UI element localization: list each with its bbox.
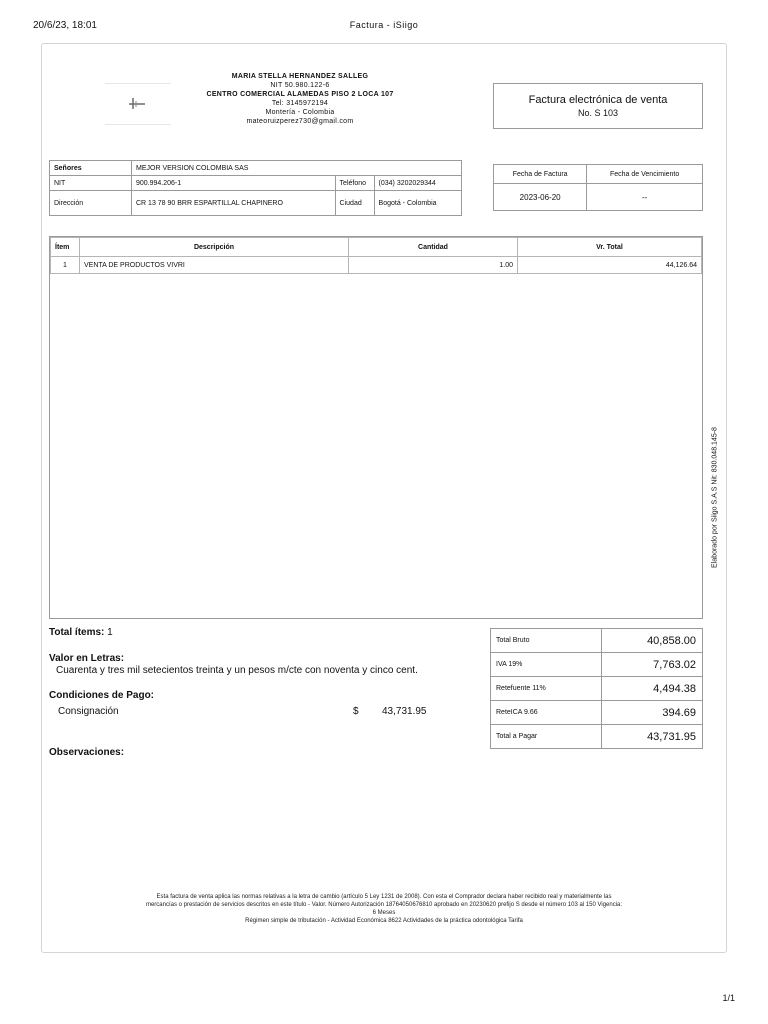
reteica-label: ReteICA 9.66: [491, 701, 602, 725]
customer-name-label: Señores: [50, 161, 132, 176]
issuer-phone: Tel: 3145972194: [271, 100, 329, 107]
legal-line: mercancías o prestación de servicios descritos en este título - Valor. Número Autorización 18764050676810 aprobado en 20230620 prefijo S desde el número 103 al 150 Vigencia:: [145, 902, 623, 908]
amount-words-label: Valor en Letras:: [49, 653, 125, 664]
totals-row: [491, 701, 703, 725]
items-frame: [49, 236, 703, 619]
customer-nit-label: NIT: [50, 176, 132, 191]
issuer-address: CENTRO COMERCIAL ALAMEDAS PISO 2 LOCA 107: [206, 91, 394, 98]
customer-address-label: Dirección: [50, 191, 132, 216]
header-description: Descripción: [80, 238, 349, 257]
total-items-value: 1: [107, 627, 113, 638]
customer-nit: 900.994.206-1: [132, 176, 336, 191]
items-table: [50, 237, 702, 274]
iva-label: IVA 19%: [491, 653, 602, 677]
legal-line: Esta factura de venta aplica las normas relativas a la letra de cambio (artículo 5 Ley 1231 de 2008). Con esta el Comprador declara haber recibido real y materialmente las: [156, 894, 612, 900]
payment-currency: $: [353, 706, 359, 717]
row-item: 1: [51, 257, 80, 274]
print-date: 20/6/23, 18:01: [33, 20, 97, 31]
header-item: Ítem: [51, 238, 80, 257]
total-bruto-label: Total Bruto: [491, 629, 602, 653]
header-quantity: Cantidad: [349, 238, 518, 257]
issuer-email: mateoruizperez730@gmail.com: [246, 118, 354, 125]
totals-row: [491, 653, 703, 677]
document-number: No. S 103: [577, 108, 619, 118]
payment-label: Condiciones de Pago:: [49, 690, 155, 701]
observations-label: Observaciones:: [49, 747, 125, 758]
table-row: [51, 257, 702, 274]
amount-words: Cuarenta y tres mil setecientos treinta y un pesos m/cte con noventa y cinco cent.: [56, 665, 418, 676]
dates-table: [493, 164, 703, 211]
print-title: Factura - iSiigo: [349, 20, 419, 30]
customer-city: Bogotá - Colombia: [374, 191, 461, 216]
customer-phone-label: Teléfono: [335, 176, 374, 191]
due-date-label: Fecha de Vencimiento: [587, 165, 703, 184]
row-quantity: 1.00: [349, 257, 518, 274]
document-title-box: [493, 83, 703, 129]
legal-line: Régimen simple de tributación - Actividad Económica 8622 Actividades de la práctica odontológica Tarifa: [245, 918, 523, 924]
issuer-info: [190, 72, 410, 126]
customer-city-label: Ciudad: [335, 191, 374, 216]
invoice-date: 2023-06-20: [494, 184, 587, 211]
reteica-value: 394.69: [602, 701, 703, 725]
customer-phone: (034) 3202029344: [374, 176, 461, 191]
row-total: 44,126.64: [518, 257, 702, 274]
issuer-city: Montería - Colombia: [265, 109, 335, 116]
iva-value: 7,763.02: [602, 653, 703, 677]
retefuente-label: Retefuente 11%: [491, 677, 602, 701]
retefuente-value: 4,494.38: [602, 677, 703, 701]
totals-row: [491, 629, 703, 653]
invoice-date-label: Fecha de Factura: [494, 165, 587, 184]
watermark-text: Elaborado por Siigo S.A.S Nit: 830.048.145-8: [711, 427, 719, 568]
totals-row: [491, 677, 703, 701]
issuer-name: MARIA STELLA HERNANDEZ SALLEG: [231, 73, 369, 80]
legal-footer: [60, 893, 708, 925]
header-total: Vr. Total: [518, 238, 702, 257]
totals-table: [490, 628, 703, 749]
customer-name: MEJOR VERSION COLOMBIA SAS: [132, 161, 462, 176]
customer-table: [49, 160, 462, 216]
legal-line: 6 Meses: [372, 910, 396, 916]
due-date: --: [587, 184, 703, 211]
issuer-logo: [105, 83, 171, 125]
row-description: VENTA DE PRODUCTOS VIVRI: [80, 257, 349, 274]
page-count: 1/1: [722, 993, 735, 1003]
total-items: [49, 627, 113, 638]
siigo-watermark: [708, 420, 722, 580]
issuer-nit: NIT 50.980.122-6: [270, 82, 330, 89]
totals-row: [491, 725, 703, 749]
total-pagar-value: 43,731.95: [602, 725, 703, 749]
total-items-label: Total ítems:: [49, 627, 105, 638]
logo-icon: [127, 94, 147, 112]
payment-method: Consignación: [58, 706, 119, 717]
document-title: Factura electrónica de venta: [528, 94, 668, 106]
total-pagar-label: Total a Pagar: [491, 725, 602, 749]
customer-address: CR 13 78 90 BRR ESPARTILLAL CHAPINERO: [132, 191, 336, 216]
total-bruto-value: 40,858.00: [602, 629, 703, 653]
payment-amount: 43,731.95: [382, 706, 427, 717]
